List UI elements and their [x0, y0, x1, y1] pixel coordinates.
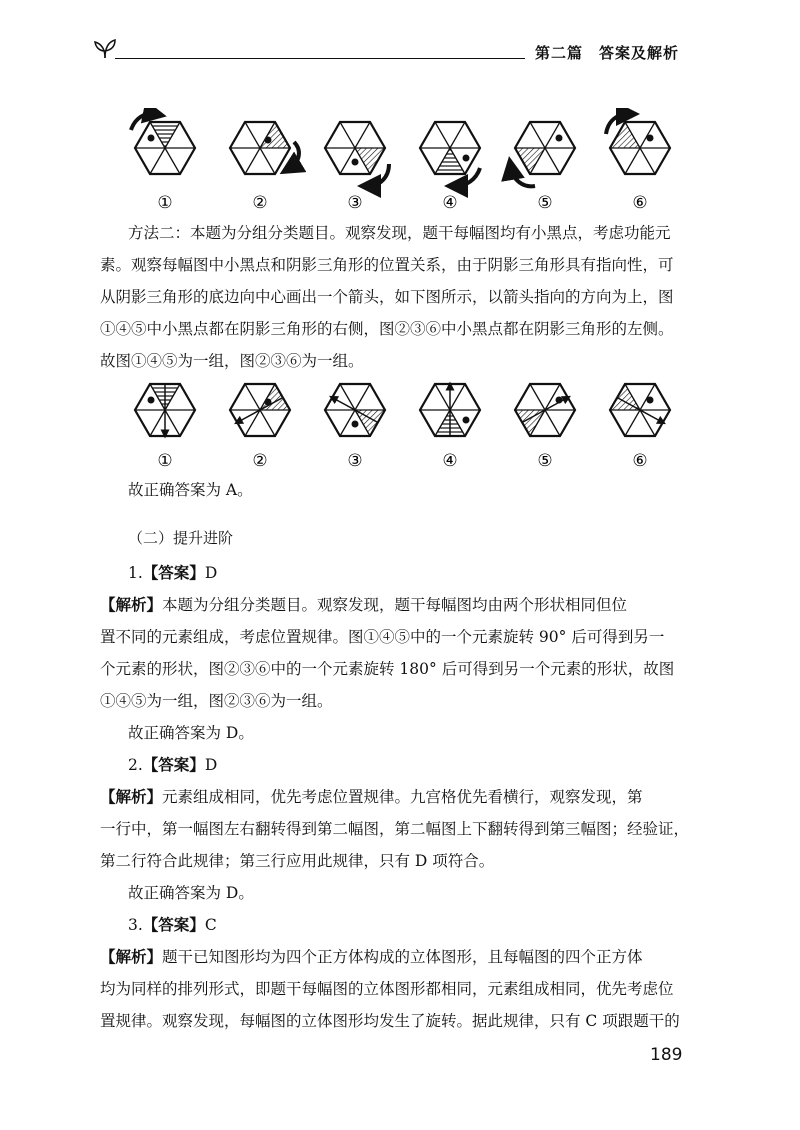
leaf-icon: [92, 36, 118, 60]
page-number: 189: [650, 1045, 683, 1065]
q2-jx-text: 元素组成相同，优先考虑位置规律。九宫格优先看横行，观察发现，第: [162, 788, 643, 806]
method2-line-3: 从阴影三角形的底边向中心画出一个箭头，如下图所示，以箭头指向的方向为上，图: [100, 288, 674, 306]
q3-jx-text: 题干已知图形均为四个正方体构成的立体图形，且每幅图的四个正方体: [162, 948, 643, 966]
q2-num: 2.: [128, 756, 143, 774]
figure-1: [135, 384, 195, 436]
figure-label: ②: [252, 193, 268, 213]
figure-4: [420, 384, 480, 436]
page-header: [0, 30, 800, 70]
method2-line-1: 方法二：本题为分组分类题目。观察发现，题干每幅图均有小黑点，考虑功能元: [128, 224, 671, 242]
figure-label: ④: [442, 193, 458, 213]
q1-jx-tag: 【解析】: [100, 596, 163, 614]
figure-label: ⑤: [537, 193, 553, 213]
method2-line-4: ①④⑤中小黑点都在阴影三角形的右侧，图②③⑥中小黑点都在阴影三角形的左侧。: [100, 320, 674, 338]
figure-3: [325, 384, 385, 436]
figure-label: ⑥: [632, 451, 648, 471]
q2-jx-line-1: [100, 782, 698, 812]
q1-jx-line-3: 个元素的形状，图②③⑥中的一个元素旋转 180° 后可得到另一个元素的形状，故图: [100, 660, 675, 678]
figure-6: [606, 114, 670, 174]
q1-num: 1.: [128, 564, 143, 582]
q3-jx-line-2: 均为同样的排列形式，即题干每幅图的立体图形都相同，元素组成相同，优先考虑位: [100, 980, 674, 998]
q1-jx-line-1: [100, 590, 698, 620]
q1-final: 故正确答案为 D。: [128, 724, 254, 742]
q1-answer-tag: 【答案】: [142, 564, 205, 582]
q1-jx-line-4: ①④⑤为一组，图②③⑥为一组。: [100, 692, 333, 710]
header-title: 第二篇 答案及解析: [535, 44, 680, 62]
figure-2: [230, 384, 290, 436]
figure-2: [230, 122, 299, 174]
q2-jx-line-3: 第二行符合此规律；第三行应用此规律，只有 D 项符合。: [100, 852, 495, 870]
figure-label: ①: [157, 193, 173, 213]
q1-answer-line: [128, 558, 217, 588]
q3-answer-tag: 【答案】: [142, 916, 205, 934]
q2-answer-tag: 【答案】: [142, 756, 205, 774]
q2-jx-line-2: 一行中，第一幅图左右翻转得到第二幅图，第二幅图上下翻转得到第三幅图；经验证，: [100, 820, 690, 838]
q1-jx-text: 本题为分组分类题目。观察发现，题干每幅图均由两个形状相同但位: [162, 596, 628, 614]
figure-label: ⑥: [632, 193, 648, 213]
figure-5: [515, 384, 575, 436]
q1-answer: D: [204, 564, 218, 582]
q3-answer: C: [204, 916, 217, 934]
q3-jx-tag: 【解析】: [100, 948, 163, 966]
figure-label: ③: [347, 193, 363, 213]
figure-5: [511, 122, 575, 186]
figure-label: ②: [252, 451, 268, 471]
figure-label: ①: [157, 451, 173, 471]
method2-line-5: 故图①④⑤为一组，图②③⑥为一组。: [100, 352, 364, 370]
header-rule: [115, 58, 525, 59]
q1-jx-line-2: 置不同的元素组成，考虑位置规律。图①④⑤中的一个元素旋转 90° 后可得到另一: [100, 628, 665, 646]
q3-jx-line-1: [100, 942, 698, 972]
q2-answer-line: [128, 750, 217, 780]
figure-1: [131, 114, 195, 174]
figure-4: [420, 122, 480, 186]
figure-label: ③: [347, 451, 363, 471]
q2-answer: D: [204, 756, 218, 774]
q3-num: 3.: [128, 916, 143, 934]
answer-a: 故正确答案为 A。: [128, 481, 253, 499]
figure-row-top: [120, 108, 680, 218]
q3-answer-line: [128, 910, 217, 940]
q2-jx-tag: 【解析】: [100, 788, 163, 806]
figure-3: [325, 122, 389, 186]
method2-line-2: 素。观察每幅图中小黑点和阴影三角形的位置关系，由于阴影三角形具有指向性，可: [100, 256, 674, 274]
q3-jx-line-3: 置规律。观察发现，每幅图的立体图形均发生了旋转。据此规律，只有 C 项跟题干的: [100, 1012, 680, 1030]
figure-6: [610, 384, 670, 436]
q2-final: 故正确答案为 D。: [128, 884, 254, 902]
section-title: （二）提升进阶: [128, 529, 234, 547]
figure-row-bottom: [120, 378, 680, 488]
figure-label: ⑤: [537, 451, 553, 471]
figure-label: ④: [442, 451, 458, 471]
